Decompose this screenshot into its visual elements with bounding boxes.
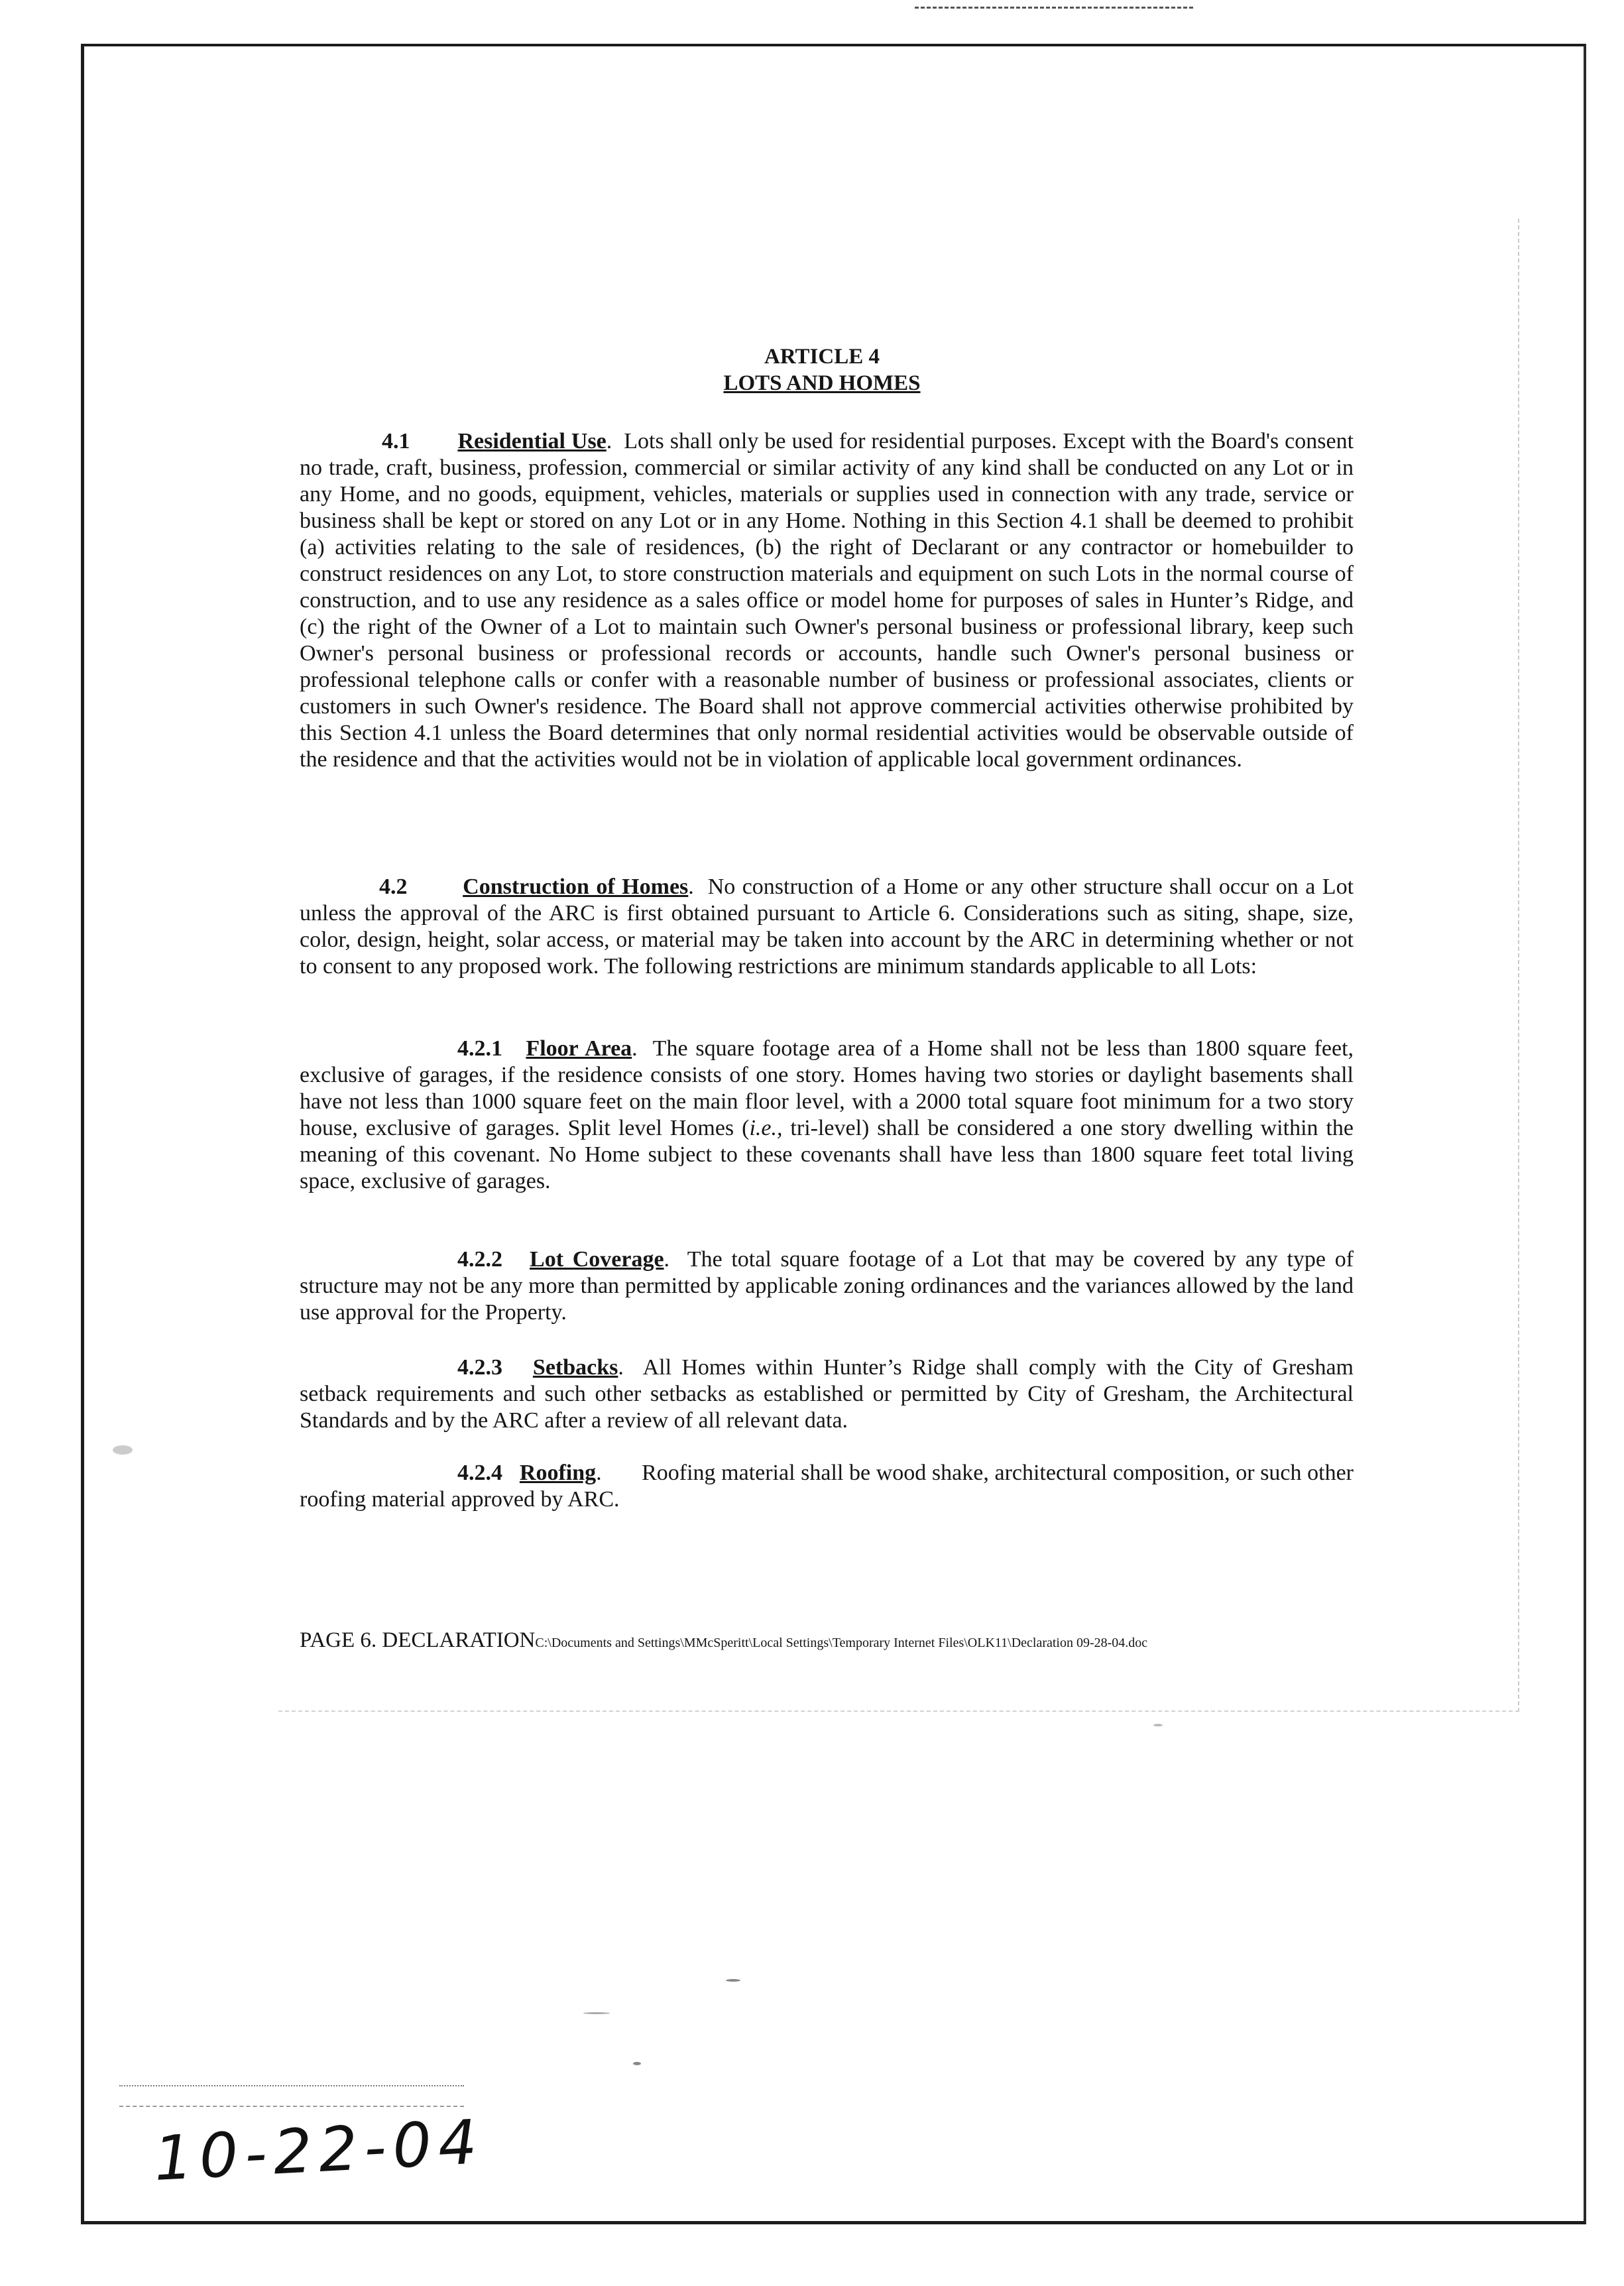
section-4-1: 4.1 Residential Use. Lots shall only be used for residential purposes. Except with the Board's consent no trade, craft, business, profession, commercial or similar activity of any kind shall be conducted on any Lot or in any Home, and no goods, equipment, vehicles, materials or supplies used in connection with any trade, service or business shall be kept or stored on any Lot or in any Home. Nothing in this Section 4.1 shall be deemed to prohibit (a) activities relating to the sale of residences, (b) the right of Declarant or any contractor or homebuilder to construct residences on any Lot, to store construction materials and equipment on such Lots in the normal course of construction, and to use any residence as a sales office or model home for purposes of sales in Hunter’s Ridge, and (c) the right of the Owner of a Lot to maintain such Owner's personal business or professional library, keep such Owner's personal business or professional records or accounts, handle such Owner's personal business or professional telephone calls or confer with a reasonable number of business or professional associates, clients or customers in such Owner's residence. The Board shall not approve commercial activities otherwise prohibited by this Section 4.1 unless the Board determines that only normal residential activities would be observable outside of the residence and that the activities would not be in violation of applicable local government ordinances. xyxy=(300,429,1354,772)
section-title: Setbacks xyxy=(532,1355,618,1380)
handwritten-date: 10-22-04 xyxy=(152,2106,486,2195)
section-title: Floor Area xyxy=(526,1036,632,1061)
section-text-cont: tri-level) shall be considered a one story dwelling within the meaning of this covenant. No Home subject to these covenants shall have less than 1800 square feet total living space, exclusive of garages. xyxy=(300,1116,1354,1193)
section-text: Lots shall only be used for residential purposes. Except with the Board's consent no trade, craft, business, profession, commercial or similar activity of any kind shall be conducted on any Lot or in any Home, and no goods, equipment, vehicles, materials or supplies used in connection with any trade, service or business shall be kept or stored on any Lot or in any Home. Nothing in this Section 4.1 shall be deemed to prohibit (a) activities relating to the sale of residences, (b) the right of Declarant or any contractor or homebuilder to construct residences on any Lot, to store construction materials and equipment on such Lots in the normal course of construction, and to use any residence as a sales office or model home for purposes of sales in Hunter’s Ridge, and (c) the right of the Owner of a Lot to maintain such Owner's personal business or professional library, keep such Owner's personal business or professional records or accounts, handle such Owner's personal business or professional telephone calls or confer with a reasonable number of business or professional associates, clients or customers in such Owner's residence. The Board shall not approve commercial activities otherwise prohibited by this Section 4.1 unless the Board determines that only normal residential activities would be observable outside of the residence and that the activities would not be in violation of applicable local government ordinances. xyxy=(300,429,1354,772)
section-4-2-3: 4.2.3 Setbacks. All Homes within Hunter’s Ridge shall comply with the City of Gresham setback requirements and such other setbacks as established or permitted by City of Gresham, the Architectural Standards and by the ARC after a review of all relevant data. xyxy=(300,1355,1354,1433)
section-number: 4.2.4 xyxy=(457,1461,502,1485)
section-text: The square footage area of a Home shall not be less than 1800 square feet, exclusive of garages, if the residence consists of one story. Homes having two stories or daylight basements shall have not less than 1000 square feet on the main floor level, with a 2000 total square foot minimum for a two story house, exclusive of garages. Split level Homes ( xyxy=(300,1036,1354,1140)
section-text-italic: i.e., xyxy=(749,1116,783,1140)
section-text: No construction of a Home or any other structure shall occur on a Lot unless the approval of the ARC is first obtained pursuant to Article 6. Considerations such as siting, shape, size, color, design, height, solar access, or material may be taken into account by the ARC in determining whether or not to consent to any proposed work. The following restrictions are minimum standards applicable to all Lots: xyxy=(300,874,1354,979)
page-footer xyxy=(300,1627,1147,1656)
dotted-line xyxy=(119,2085,464,2086)
section-number: 4.2 xyxy=(379,874,408,899)
section-text: Roofing material shall be wood shake, architectural composition, or such other roofing material approved by ARC. xyxy=(300,1461,1354,1512)
section-text: All Homes within Hunter’s Ridge shall comply with the City of Gresham setback requirements and such other setbacks as established or permitted by City of Gresham, the Architectural Standards and by the ARC after a review of all relevant data. xyxy=(300,1355,1354,1433)
section-number: 4.2.1 xyxy=(457,1036,502,1061)
section-title: Roofing xyxy=(519,1461,597,1485)
section-text: The total square footage of a Lot that may be covered by any type of structure may not be any more than permitted by applicable zoning ordinances and the variances allowed by the land use approval for the Property. xyxy=(300,1247,1354,1325)
section-4-2-4: 4.2.4 Roofing. Roofing material shall be wood shake, architectural composition, or such other roofing material approved by ARC. xyxy=(300,1461,1354,1512)
section-4-2-1: 4.2.1 Floor Area. The square footage area of a Home shall not be less than 1800 square feet, exclusive of garages, if the residence consists of one story. Homes having two stories or daylight basements shall have not less than 1000 square feet on the main floor level, with a 2000 total square foot minimum for a two story house, exclusive of garages. Split level Homes (i.e., tri-level) shall be considered a one story dwelling within the meaning of this covenant. No Home subject to these covenants shall have less than 1800 square feet total living space, exclusive of garages. xyxy=(300,1036,1354,1193)
scan-speck xyxy=(583,2012,610,2014)
scan-speck xyxy=(633,2062,641,2065)
scan-speck xyxy=(113,1445,133,1455)
scan-speck xyxy=(726,1979,740,1982)
scan-speck xyxy=(1153,1724,1163,1726)
dashed-line xyxy=(119,2106,464,2107)
section-title: Lot Coverage xyxy=(530,1247,664,1272)
section-number: 4.2.2 xyxy=(457,1247,502,1272)
section-4-2-2: 4.2.2 Lot Coverage. The total square footage of a Lot that may be covered by any type of structure may not be any more than permitted by applicable zoning ordinances and the variances allowed by the land use approval for the Property. xyxy=(300,1247,1354,1325)
section-number: 4.2.3 xyxy=(457,1355,502,1380)
section-title: Construction of Homes xyxy=(463,874,689,899)
scan-artifact-top xyxy=(915,0,1193,9)
footer-file-path: C:\Documents and Settings\MMcSperitt\Local Settings\Temporary Internet Files\OLK11\Declaration 09-28-04.doc xyxy=(535,1636,1148,1650)
section-4-2: 4.2 Construction of Homes. No construction of a Home or any other structure shall occur on a Lot unless the approval of the ARC is first obtained pursuant to Article 6. Considerations such as siting, shape, size, color, design, height, solar access, or material may be taken into account by the ARC in determining whether or not to consent to any proposed work. The following restrictions are minimum standards applicable to all Lots: xyxy=(300,874,1354,979)
footer-label: PAGE 6. DECLARATION xyxy=(300,1628,536,1652)
section-title: Residential Use xyxy=(457,429,607,453)
section-number: 4.1 xyxy=(382,429,410,453)
